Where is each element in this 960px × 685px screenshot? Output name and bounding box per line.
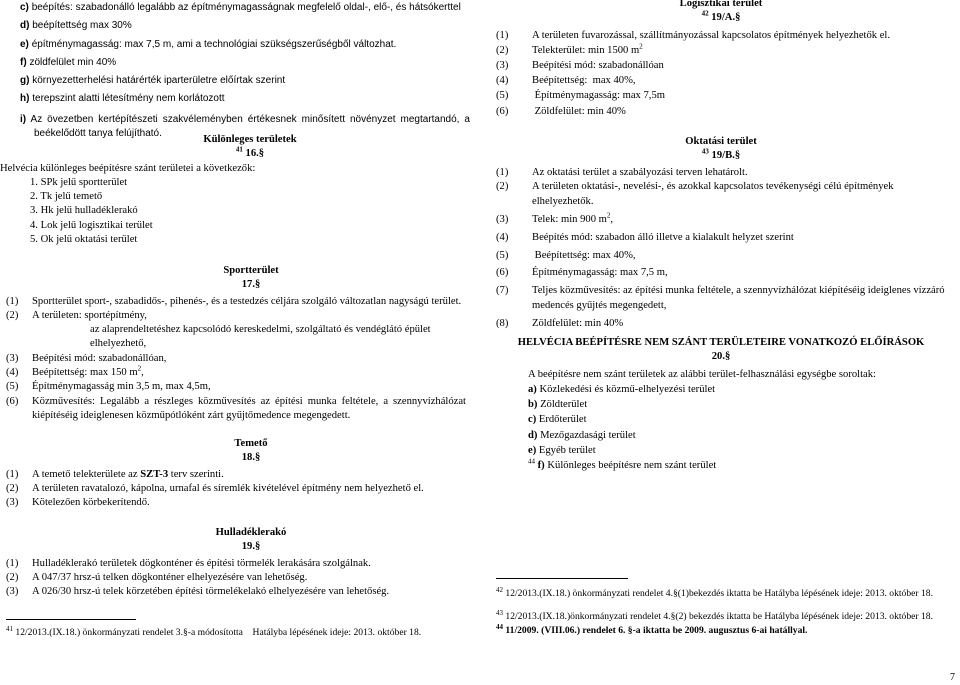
list-item: a) Közlekedési és közmű-elhelyezési terület — [528, 383, 716, 395]
footnote: $^{44}$ 11/2009. (VIII.06.) rendelet 6. §-a iktatta be 2009. augusztus 6-ai hatállyal. — [496, 622, 808, 636]
footnote: $^{43}$ 12/2013.(IX.18.)önkormányzati rendelet 4.§(2) bekezdés iktatta be Hatályba lépésének ideje: 2013. október 18. — [496, 608, 933, 622]
footnotes — [496, 587, 933, 638]
list-item: (5) Építménymagasság: max 7,5m — [496, 90, 665, 102]
list-item: az alaprendeltetéshez kapcsolódó kereskedelmi, szolgáltató és vendéglátó épület elhelyezhető, — [90, 324, 431, 350]
list-item: (6) Zöldfelület: min 40% — [496, 105, 626, 117]
footnote-divider — [6, 619, 136, 620]
section-number: $^{41}$ 16.§ — [235, 145, 265, 160]
list-item: (2) Telekterület: min 1500 $m^2$ — [496, 42, 643, 56]
list-item: 4. Lok jelű logisztikai terület — [30, 219, 153, 231]
section-title: Logisztikai terület — [679, 0, 763, 9]
section-title: Különleges területek — [203, 134, 297, 145]
list-item: c) Erdőterület — [528, 414, 587, 426]
list-item: (2) A területen ravatalozó, kápolna, urnafal és síremlék kivételével építmény nem helyezhető el. — [6, 482, 424, 494]
temeto-section — [6, 437, 466, 510]
list-item: (2) A 047/37 hrsz-ú telken dögkonténer elhelyezésére van lehetőség. — [6, 571, 308, 583]
oktatasi-section — [496, 135, 946, 332]
list-item: (5) Beépítettség: max 40%, — [496, 249, 636, 261]
list-item: g) környezetterhelési határérték iparterületre előírtak szerint — [20, 75, 286, 87]
list-item: e) Egyéb terület — [528, 445, 596, 457]
page-number: 7 — [950, 672, 955, 683]
list-item: d) beépítettség max 30% — [20, 20, 132, 32]
list-item: (1) A területen fuvarozással, szállítmányozással kapcsolatos építmények helyezhetők el. — [496, 29, 890, 41]
list-item: 2. Tk jelű temető — [30, 191, 103, 203]
section-number: 17.§ — [241, 279, 261, 291]
section-number: $^{42}$ 19/A.§ — [701, 9, 741, 24]
section-number: 18.§ — [241, 452, 261, 464]
footnote-divider — [496, 578, 628, 579]
section-intro: A beépítésre nem szánt területek az alábbi terület-felhasználási egységbe soroltak: — [528, 368, 876, 380]
list-item: 5. Ok jelű oktatási terület — [30, 234, 138, 246]
list-item: (3) Beépítési mód: szabadonállóan — [496, 60, 664, 71]
section-intro: Helvécia különleges beépítésre szánt területei a következők: — [0, 162, 256, 174]
list-item: h) terepszint alatti létesítmény nem korlátozott — [20, 93, 225, 105]
list-item: (7) Teljes közművesítés: az építési munka feltétele, a szennyvízhálózat kiépítéséig ideiglenes vízzáró medencés gyűjtés megengedett, — [496, 285, 945, 311]
list-item: i) Az övezetben kertépítészeti szakvéleményben értékesnek minősített növényzet megtartandó, a beékelődött tanya felújítható. — [20, 113, 470, 139]
section-number: $^{43}$ 19/B.§ — [701, 147, 741, 162]
logisztikai-section — [496, 0, 946, 119]
top-list — [20, 0, 470, 141]
list-item: (3) Telek: min 900 $m^2$, — [496, 211, 614, 225]
list-item: (3) A 026/30 hrsz-ú telek körzetében építési törmelékelakó elhelyezésére van lehetőség. — [6, 586, 390, 598]
list-item: (1) A temető telekterülete az SZT-3 terv szerinti. — [6, 468, 224, 480]
footnote: $^{41}$ 12/2013.(IX.18.) önkormányzati rendelet 3.§-a módosította Hatályba lépésének ideje: 2013. október 18. — [6, 624, 422, 638]
section-title: Oktatási terület — [685, 136, 757, 147]
section-title: Sportterület — [223, 265, 279, 276]
list-item: c) beépítés: szabadonálló legalább az építménymagasságnak megfelelő oldal-, elő-, és hátsókerttel — [20, 2, 461, 13]
list-item: (6) Építménymagasság: max 7,5 m, — [496, 267, 668, 279]
list-item: 1. SPk jelű sportterület — [30, 176, 128, 188]
list-item: d) Mezőgazdasági terület — [528, 429, 636, 441]
section-title: Temető — [234, 438, 268, 449]
list-item: (1) Hulladéklerakó területek dögkonténer és építési törmelék lerakására szolgálnak. — [6, 557, 371, 569]
section-title: HELVÉCIA BEÉPÍTÉSRE NEM SZÁNT TERÜLETEIRE VONATKOZÓ ELŐÍRÁSOK — [517, 337, 925, 348]
list-item: 3. Hk jelű hulladéklerakó — [30, 205, 138, 217]
list-item: f) zöldfelület min 40% — [20, 56, 117, 68]
sport-section — [6, 264, 466, 423]
list-item: (5) Építménymagasság min 3,5 m, max 4,5m, — [6, 381, 211, 393]
list-item: (3) Kötelezően körbekerítendő. — [6, 497, 150, 509]
list-item: (6) Közművesítés: Legalább a részleges közművesítés az építési munka feltétele, a szennyvízhálózat kiépítéséig ideiglenesen közműpótlóként zárt gyűjtőmedence megengedett. — [6, 395, 466, 421]
list-item: (1) Sportterület sport-, szabadidős-, pihenés-, és a testedzés céljára szolgáló változatlan nagyságú terület. — [6, 295, 462, 307]
list-item: (4) Beépítettség: max 150 $m^2$, — [6, 364, 144, 379]
list-item: (2) A területen: sportépítmény, — [6, 309, 147, 321]
list-item: (8) Zöldfelület: min 40% — [496, 317, 624, 329]
section-number: 19.§ — [241, 541, 261, 553]
list-item: (3) Beépítési mód: szabadonállóan, — [6, 352, 167, 364]
list-item: (1) Az oktatási terület a szabályozási terven lehatárolt. — [496, 166, 748, 178]
hulladek-section — [6, 526, 466, 599]
list-item: (4) Beépítés mód: szabadon álló illetve a kialakult helyzet szerint — [496, 231, 794, 243]
footnote: $^{42}$ 12/2013.(IX.18.) önkormányzati rendelet 4.§(1)bekezdés iktatta be Hatályba lépésének ideje: 2013. október 18. — [496, 585, 933, 599]
section-title: Hulladéklerakó — [215, 527, 287, 538]
list-item: b) Zöldterület — [528, 399, 588, 411]
list-item: e) építménymagasság: max 7,5 m, ami a technológiai szükségszerűségből változhat. — [20, 38, 397, 50]
helvecia-section — [496, 336, 946, 474]
list-item: $^{44}$ f) Különleges beépítésre nem szánt terület — [528, 457, 717, 472]
list-item: (2) A területen oktatási-, nevelési-, és azokkal kapcsolatos tevékenységi célú építmények elhelyezhetők. — [496, 181, 894, 208]
section-number: 20.§ — [711, 351, 731, 363]
kulonleges-section — [0, 133, 470, 247]
list-item: (4) Beépítettség: max 40%, — [496, 75, 636, 87]
